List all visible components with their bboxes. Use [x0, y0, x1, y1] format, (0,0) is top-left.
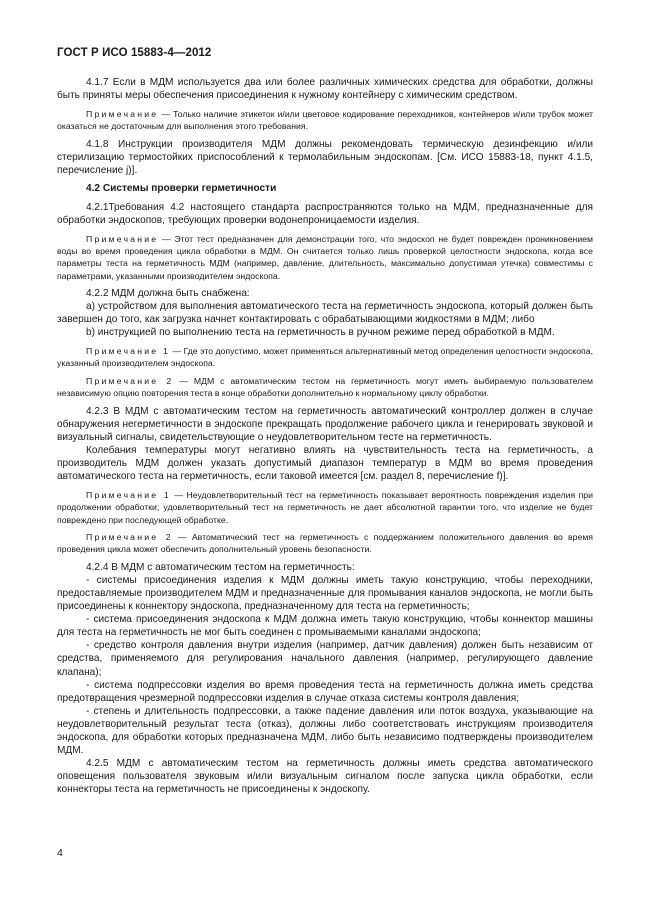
list-item: - средство контроля давления внутри изделия (например, датчик давления) должен быть независим от средства, применяемого для регулирования начального давления (например, регулирующего давление клапана);: [57, 640, 593, 678]
note-text: — Неудовлетворительный тест на герметичность показывает вероятность повреждения изделия при продолжении обработки; удовлетворительный тест на герметичность не дает абсолютной гарантии того, что изделие не будет повреждено при последующей обработке.: [57, 489, 593, 525]
clause-4-2-3-paragraph: Колебания температуры могут негативно влиять на чувствительность теста на герметичность, а производитель МДМ должен указать допустимый диапазон температур в МДМ во время проведения автоматического теста на герметичность, если таковой имеется [см. раздел 8, перечисление f)].: [57, 444, 593, 483]
clause-4-2-3: 4.2.3 В МДМ с автоматическим тестом на герметичность автоматический контроллер должен в случае обнаружения негерметичности в эндоскопе прекращать продолжение рабочего цикла и генерировать звуковой и визуальный сигналы, свидетельствующие о неудовлетворительном тесте на герметичность.: [57, 405, 593, 443]
note-4-2-3-2: [57, 531, 593, 556]
clause-4-2-4: 4.2.4 В МДМ с автоматическим тестом на герметичность:: [86, 561, 355, 573]
document-body: [57, 76, 593, 802]
note-label: Примечание 1: [86, 346, 170, 357]
clause-4-2-2-a: a) устройством для выполнения автоматического теста на герметичность эндоскопа, который должен быть завершен до того, как загрузка начнет контактировать с обрабатывающими жидкостями в МДМ; либо: [57, 301, 593, 326]
standard-header: ГОСТ Р ИСО 15883-4—2012: [57, 47, 212, 59]
note-text: — МДМ с автоматическим тестом на герметичность могут иметь выбираемую пользователем независимую опцию повторения теста в конце обработки дополнительно к нормальному циклу обработки.: [57, 375, 593, 399]
note-text: — Где это допустимо, может применяться альтернативный метод определения целостности эндоскопа, указанный производителем эндоскопа.: [57, 346, 593, 369]
list-item: - системы присоединения изделия к МДМ должны иметь такую конструкцию, чтобы переходники, предоставляемые производителем МДМ и предназначенные для промывания каналов эндоскопа, не могли быть присоединены к коннектору эндоскопа, предназначенному для теста на герметичность;: [57, 574, 593, 613]
note-4-2-2-2: [57, 375, 593, 400]
note-4-2-1: [57, 233, 593, 283]
clause-4-2-2-b: b) инструкцией по выполнению теста на герметичность в ручном режиме перед обработкой в МДМ.: [86, 327, 555, 339]
note-label: Примечание 2: [86, 531, 173, 542]
note-label: Примечание: [86, 233, 159, 244]
list-item: - система подпрессовки изделия во время проведения теста на герметичность должна иметь средства предотвращения чрезмерной подпрессовки изделия в случае отказа системы контроля давления;: [57, 679, 593, 704]
note-text: — Только наличие этикеток и/или цветовое кодирование переходников, контейнеров и/или трубок может оказаться не достаточным для выполнения этого требования.: [57, 108, 593, 132]
note-label: Примечание: [86, 108, 159, 119]
clause-4-1-8: 4.1.8 Инструкции производителя МДМ должны рекомендовать термическую дезинфекцию и/или стерилизацию термостойких приспособлений к термолабильным эндоскопам. [См. ИСО 15883-18, пункт 4.1.5, перечисление j)].: [57, 138, 593, 176]
clause-4-1-7: 4.1.7 Если в МДМ используется два или более различных химических средства для обработки, должны быть приняты меры обеспечения присоединения к нужному контейнеру с химическим средством.: [57, 77, 593, 102]
clause-4-2-1: 4.2.1Требования 4.2 настоящего стандарта распространяются только на МДМ, предназначенные для обработки эндоскопов, требующих проверки водонепроницаемости изделия.: [57, 201, 593, 226]
note-4-1-7: [57, 108, 593, 133]
note-4-2-3-1: [57, 489, 593, 526]
note-text: — Автоматический тест на герметичность с поддержанием положительного давления во время проведения цикла может обеспечить дополнительный уровень безопасности.: [57, 531, 593, 555]
clause-4-2-2: 4.2.2 МДМ должна быть снабжена:: [86, 288, 250, 300]
page-number: 4: [57, 847, 63, 859]
note-label: Примечание 2: [86, 375, 174, 386]
note-4-2-2-1: [57, 345, 593, 370]
list-item: - система присоединения эндоскопа к МДМ должна иметь такую конструкцию, чтобы коннектор машины для теста на герметичность не мог быть соединен с промываемыми каналами эндоскопа;: [57, 614, 593, 639]
note-label: Примечание 1: [86, 489, 171, 500]
section-heading-4-2: 4.2 Системы проверки герметичности: [86, 183, 277, 195]
note-text: — Этот тест предназначен для демонстрации того, что эндоскоп не будет поврежден проникновением воды во время проведения цикла обработки в МДМ. Он считается только лишь проверкой целостности эндоскопа, когда все параметры теста на герметичность МДМ (например, давление, длительность, максимально допустимая утечка) совместимы с параметрами, указанными производителем эндоскопа.: [57, 233, 593, 281]
clause-4-2-5: 4.2.5 МДМ с автоматическим тестом на герметичность должны иметь средства автоматического оповещения пользователя звуковым и/или визуальным сигналом после запуска цикла обработки, если коннекторы теста на герметичность не присоединены к эндоскопу.: [57, 758, 593, 796]
list-item: - степень и длительность подпрессовки, а также падение давления или поток воздуха, указывающие на неудовлетворительный результат теста (отказ), должны либо соответствовать инструкциям производителя эндоскопа, для обработки которых предназначена МДМ, либо быть независимо подтверждены производителем МДМ.: [57, 705, 593, 757]
